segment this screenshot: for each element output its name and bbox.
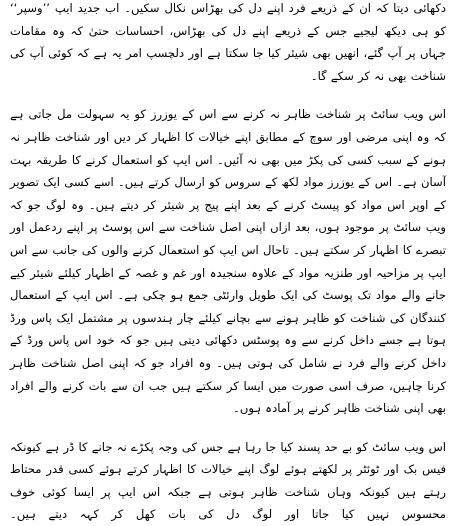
article-paragraph-3: اس ویب سائٹ کو بے حد پسند کیا جا رہا ہے جس کی وجہ پکڑے نہ جانے کا ڈر ہے کیونکہ فیس بک اور ٹوئٹر پر لکھتے ہوئے لوگ اپنے خیالات کا اظہار کرتے ہوئے کسی قدر محتاط رہتے ہیں کیونکہ وہاں شناخت ظاہر ہوتی ہے جبکہ اس ایپ پر ایسا کوئی خوف محسوس نہیں کیا جاتا اور لوگ دل کی بات کھل کر کہہ دیتے ہیں۔ [10, 439, 446, 522]
article-paragraph-2: اس ویب سائٹ پر شناخت ظاہر نہ کرنے سے اس کے یوزرز کو یہ سہولت مل جاتی ہے کہ وہ اپنی مرضی اور سوچ کے مطابق اپنے خیالات کا اظہار کر دیں اور شناخت ظاہر نہ ہونے کے سبب کسی کی پکڑ میں بھی نہ آئیں۔ اس ایپ کو استعمال کرنے کا طریقہ بہت آسان ہے۔ اس کے یوزرز مواد لکھ کے سروس کو ارسال کرتے ہیں۔ اسے کسی ایک تصویر کے اوپر اس مواد کو پیسٹ کرنے کے بعد اپنے پیج پر شیئر کر دیتے ہیں۔ وہ لوگ جو کہ ویب سائٹ پر موجود ہوں، بعد ازاں اپنی اصل شناخت سے اس پوسٹ پر اپنے ردعمل اور تبصرے کا اظہار کر سکتے ہیں۔ تاحال اس ایپ کو استعمال کرنے والوں کی جانب سے اس ایپ پر مزاحیہ اور طنزیہ مواد کے علاوہ سنجیدہ اور غم و غصہ کے اظہار کیلئے شیئر کیے جانے والے مواد تک پوسٹ کی ایک طویل وارئٹی جمع ہو چکی ہے۔ اس ایپ کے استعمال کنندگان کی شناخت کو ظاہر ہونے سے بچانے کیلئے چار ہندسوں پر مشتمل ایک پاس ورڈ ہوتا ہے جسے داخل کرنے سے وہ پوسٹس دکھائی دیتی ہیں جو کہ خود اس پاس ورڈ کے داخل کرنے والے فرد نے شامل کی ہوتی ہیں۔ وہ افراد جو کہ اپنی اصل شناخت ظاہر کرنا چاہیں، صرف اسی صورت میں ایسا کر سکتے ہیں جب ان سے بات کرنے والے افراد بھی اپنی شناخت ظاہر کرنے پر آمادہ ہوں۔ [10, 107, 446, 416]
article-paragraph-1: دکھائی دیتا کہ ان کے ذریعے فرد اپنے دل کی بھڑاس نکال سکیں۔ اب جدید ایپ ’’وسپر‘‘ کو ہی دیکھ لیجیے جس کے ذریعے اپنے دل کی بھڑاس، احساسات حتیٰ کہ وہ مقامات جہاں پر آپ گئے، انھیں بھی شیئر کیا جا سکتا ہے اور دلچسپ امر یہ ہے کہ کوئی آپ کی شناخت بھی نہ کر سکے گا۔ [10, 1, 446, 83]
